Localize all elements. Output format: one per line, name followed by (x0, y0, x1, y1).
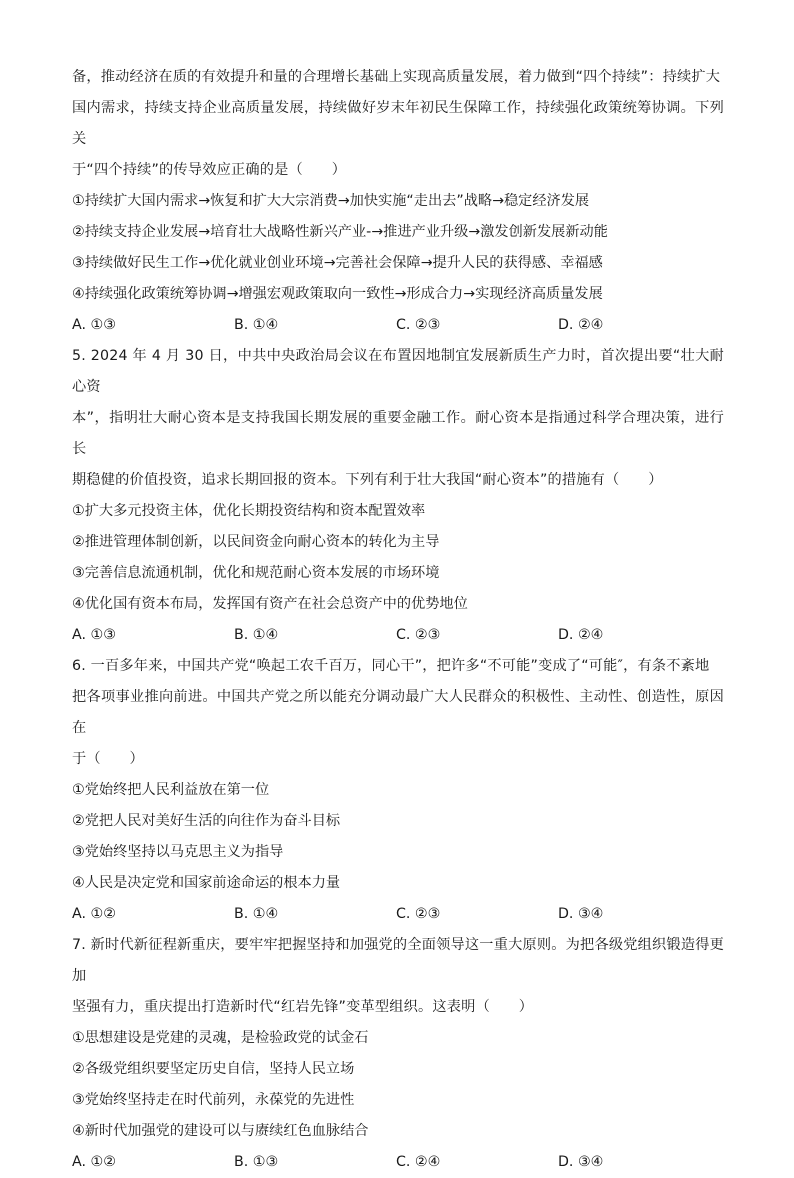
question-6-choices (72, 899, 724, 930)
question-4-statement-3: ③持续做好民生工作→优化就业创业环境→完善社会保障→提升人民的获得感、幸福感 (72, 255, 603, 271)
question-7-statement-2: ②各级党组织要坚定历史自信，坚持人民立场 (72, 1061, 355, 1077)
question-7-choices (72, 1147, 724, 1178)
question-5-choice-d[interactable]: D. ②④ (558, 627, 604, 643)
question-6-choice-a[interactable]: A. ①② (72, 906, 116, 922)
question-6-stem-line-2: 把各项事业推向前进。中国共产党之所以能充分调动最广大人民群众的积极性、主动性、创造性，原因在 (72, 689, 724, 736)
question-6-choice-b[interactable]: B. ①④ (234, 906, 279, 922)
question-4-statement-1: ①持续扩大国内需求→恢复和扩大大宗消费→加快实施“走出去”战略→稳定经济发展 (72, 193, 590, 209)
question-4-statement-2: ②持续支持企业发展→培育壮大战略性新兴产业-→推进产业升级→激发创新发展新动能 (72, 224, 608, 240)
question-7-stem-line-2: 坚强有力，重庆提出打造新时代“红岩先锋”变革型组织。这表明（ ） (72, 999, 534, 1015)
question-5 (72, 341, 724, 651)
question-6-statement-1: ①党始终把人民利益放在第一位 (72, 782, 270, 798)
question-5-choice-b[interactable]: B. ①④ (234, 627, 279, 643)
question-5-choices (72, 620, 724, 651)
question-6-statement-4: ④人民是决定党和国家前途命运的根本力量 (72, 875, 341, 891)
question-6-choice-d[interactable]: D. ③④ (558, 906, 604, 922)
question-4 (72, 62, 724, 341)
question-7-statement-4: ④新时代加强党的建设可以与赓续红色血脉结合 (72, 1123, 369, 1139)
question-5-statement-4: ④优化国有资本布局，发挥国有资产在社会总资产中的优势地位 (72, 596, 468, 612)
question-7-stem-line-1: 7. 新时代新征程新重庆，要牢牢把握坚持和加强党的全面领导这一重大原则。为把各级党组织锻造得更加 (72, 937, 724, 984)
question-5-statement-3: ③完善信息流通机制，优化和规范耐心资本发展的市场环境 (72, 565, 440, 581)
question-6 (72, 651, 724, 930)
question-4-choice-b[interactable]: B. ①④ (234, 317, 279, 333)
question-7-statement-3: ③党始终坚持走在时代前列，永葆党的先进性 (72, 1092, 355, 1108)
question-4-choices (72, 310, 724, 341)
question-7-choice-d[interactable]: D. ③④ (558, 1154, 604, 1170)
question-7-choice-b[interactable]: B. ①③ (234, 1154, 279, 1170)
question-4-stem-line-1: 备，推动经济在质的有效提升和量的合理增长基础上实现高质量发展，着力做到“四个持续”：持续扩大 (72, 69, 721, 85)
question-4-stem-line-2: 国内需求，持续支持企业高质量发展，持续做好岁末年初民生保障工作，持续强化政策统筹协调。下列关 (72, 100, 724, 147)
question-6-statement-2: ②党把人民对美好生活的向往作为奋斗目标 (72, 813, 341, 829)
question-7-choice-c[interactable]: C. ②④ (396, 1154, 441, 1170)
question-4-statement-4: ④持续强化政策统筹协调→增强宏观政策取向一致性→形成合力→实现经济高质量发展 (72, 286, 603, 302)
exam-page (72, 62, 724, 1178)
question-5-stem-line-2: 本”，指明壮大耐心资本是支持我国长期发展的重要金融工作。耐心资本是指通过科学合理决策，进行长 (72, 410, 724, 457)
question-4-choice-a[interactable]: A. ①③ (72, 317, 116, 333)
question-5-stem-line-3: 期稳健的价值投资，追求长期回报的资本。下列有利于壮大我国“耐心资本”的措施有（ ） (72, 472, 663, 488)
question-5-statement-2: ②推进管理体制创新，以民间资金向耐心资本的转化为主导 (72, 534, 440, 550)
question-7-statement-1: ①思想建设是党建的灵魂，是检验政党的试金石 (72, 1030, 369, 1046)
question-6-stem-line-3: 于（ ） (72, 751, 144, 767)
question-4-stem-line-3: 于“四个持续”的传导效应正确的是（ ） (72, 162, 347, 178)
question-5-statement-1: ①扩大多元投资主体，优化长期投资结构和资本配置效率 (72, 503, 426, 519)
question-5-stem-line-1: 5. 2024 年 4 月 30 日，中共中央政治局会议在布置因地制宜发展新质生产力时，首次提出要“壮大耐心资 (72, 348, 724, 395)
question-7-choice-a[interactable]: A. ①② (72, 1154, 116, 1170)
question-5-choice-a[interactable]: A. ①③ (72, 627, 116, 643)
question-7 (72, 930, 724, 1178)
question-4-choice-d[interactable]: D. ②④ (558, 317, 604, 333)
question-6-choice-c[interactable]: C. ②③ (396, 906, 441, 922)
question-4-choice-c[interactable]: C. ②③ (396, 317, 441, 333)
question-5-choice-c[interactable]: C. ②③ (396, 627, 441, 643)
question-6-statement-3: ③党始终坚持以马克思主义为指导 (72, 844, 284, 860)
question-6-stem-line-1: 6. 一百多年来，中国共产党“唤起工农千百万，同心干”，把许多“不可能”变成了“可能″，有条不紊地 (72, 658, 710, 674)
